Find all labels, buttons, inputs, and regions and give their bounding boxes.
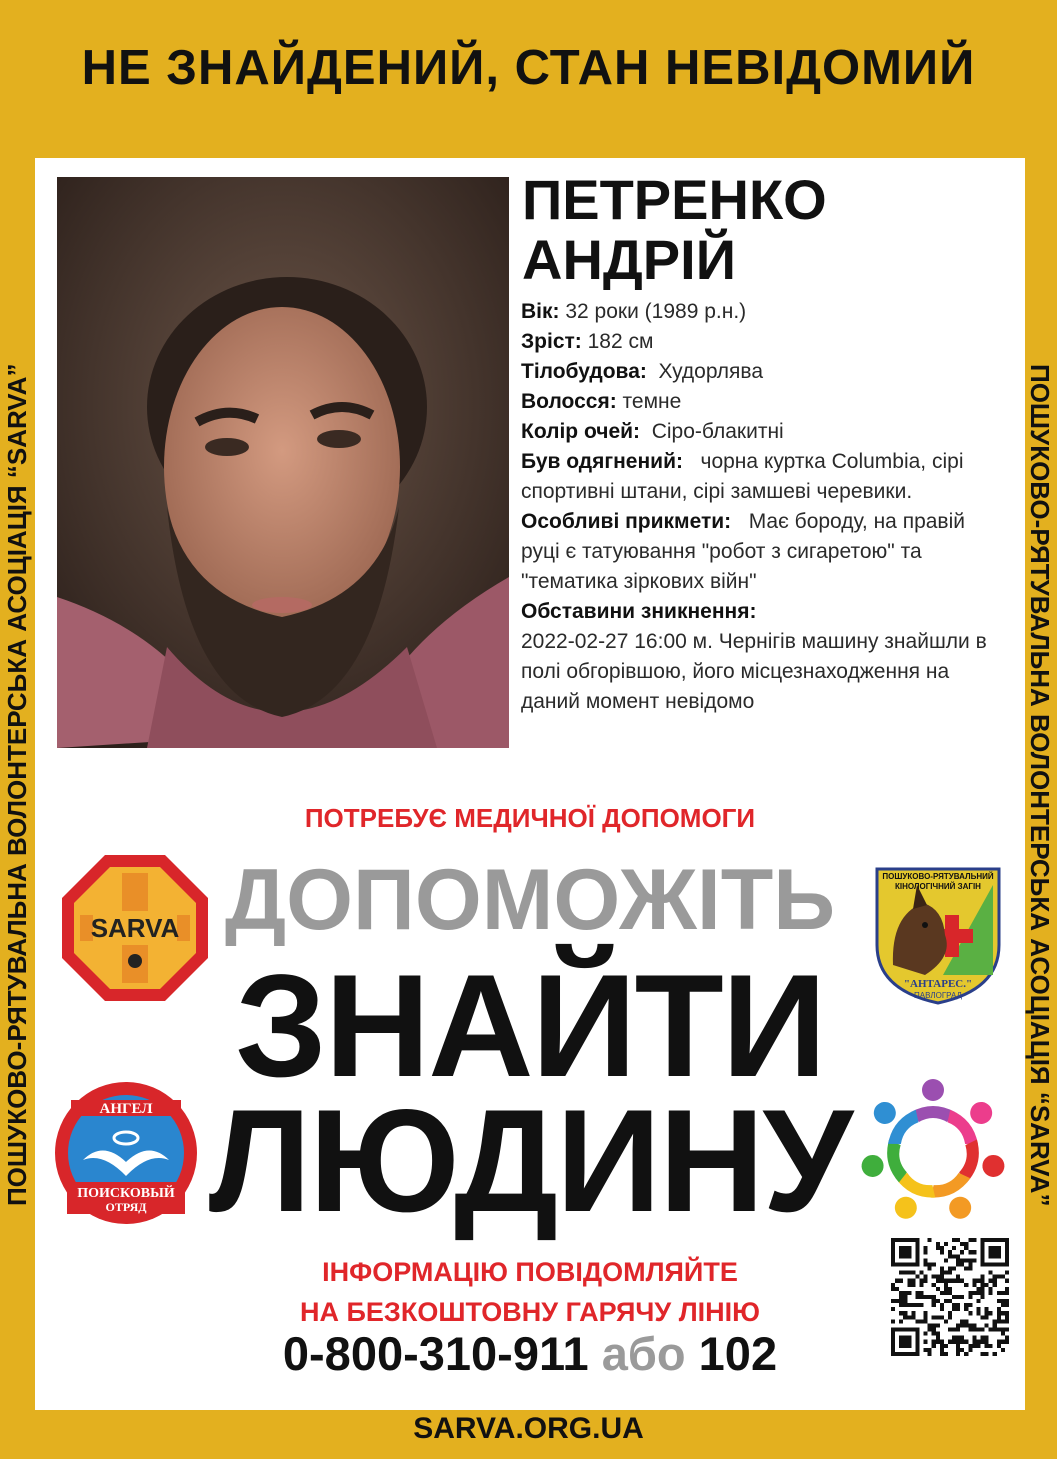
detail-value: Сіро-блакитні — [651, 420, 784, 443]
hotline-number[interactable]: 0-800-310-911 — [282, 1327, 589, 1380]
contact-line-1: ІНФОРМАЦІЮ ПОВІДОМЛЯЙТЕ — [322, 1257, 738, 1287]
qr-code[interactable] — [891, 1238, 1009, 1356]
detail-hair — [521, 387, 991, 417]
detail-value: 182 см — [587, 330, 654, 353]
side-text-left: ПОШУКОВО-РЯТУВАЛЬНА ВОЛОНТЕРСЬКА АСОЦІАЦІЯ “SARVA” — [2, 363, 32, 1207]
detail-label: Був одягнений: — [521, 450, 683, 473]
detail-clothes — [521, 447, 991, 507]
detail-circumstances-label — [521, 597, 991, 627]
side-text-right: ПОШУКОВО-РЯТУВАЛЬНА ВОЛОНТЕРСЬКА АСОЦІАЦІЯ “SARVA” — [1025, 363, 1055, 1207]
detail-value: темне — [622, 390, 682, 413]
status-title: НЕ ЗНАЙДЕНИЙ, СТАН НЕВІДОМИЙ — [81, 41, 976, 95]
detail-label: Тілобудова: — [521, 360, 647, 383]
poster-card — [35, 158, 1025, 1410]
community-logo — [857, 1076, 1009, 1228]
detail-circumstances-value: 2022-02-27 16:00 м. Чернігів машину знайшли в полі обгорівшою, його місцезнаходження на даний момент невідомо — [521, 630, 987, 713]
detail-marks — [521, 507, 991, 597]
detail-label: Вік: — [521, 300, 560, 323]
person-heading: ЛЮДИНУ — [208, 1079, 852, 1242]
detail-build — [521, 357, 991, 387]
detail-label: Особливі прикмети: — [521, 510, 732, 533]
sarva-logo-name: SARVA — [90, 913, 180, 943]
contact-line-2: НА БЕЗКОШТОВНУ ГАРЯЧУ ЛІНІЮ — [300, 1297, 760, 1327]
help-heading: ДОПОМОЖІТЬ — [224, 852, 836, 948]
detail-eyes — [521, 417, 991, 447]
website-link[interactable]: SARVA.ORG.UA — [413, 1412, 644, 1445]
person-name — [522, 170, 827, 290]
angel-bottom2: ОТРЯД — [105, 1200, 147, 1214]
detail-label: Колір очей: — [521, 420, 641, 443]
angel-top: АНГЕЛ — [99, 1101, 153, 1117]
antares-city: ПАВЛОГРАД — [914, 991, 962, 1000]
detail-label: Зріст: — [521, 330, 582, 353]
person-details — [521, 297, 991, 717]
antares-top1: ПОШУКОВО-РЯТУВАЛЬНИЙ — [882, 872, 994, 881]
detail-height — [521, 327, 991, 357]
sarva-logo — [60, 853, 210, 1003]
detail-value: чорна куртка Columbia, сірі спортивні штани, сірі замшеві черевики. — [521, 450, 964, 503]
detail-value: Худорлява — [658, 360, 764, 383]
detail-label: Обставини зникнення: — [521, 600, 757, 623]
detail-label: Волосся: — [521, 390, 617, 413]
detail-value: Має бороду, на правій руці є татуювання "робот з сигаретою" та "тематика зіркових війн" — [521, 510, 965, 593]
angel-bottom1: ПОИСКОВЫЙ — [77, 1186, 175, 1201]
antares-top2: КІНОЛОГІЧНИЙ ЗАГІН — [895, 882, 981, 891]
antares-logo — [873, 865, 1003, 1005]
emergency-number[interactable]: 102 — [698, 1327, 778, 1380]
find-heading: ЗНАЙТИ — [235, 944, 825, 1107]
detail-value: 32 роки (1989 р.н.) — [565, 300, 747, 323]
detail-age — [521, 297, 991, 327]
person-surname: ПЕТРЕНКО — [522, 168, 827, 231]
medical-notice: ПОТРЕБУЄ МЕДИЧНОЇ ДОПОМОГИ — [304, 803, 756, 833]
antares-name: "АНТАРЕС." — [903, 978, 973, 990]
person-first-name: АНДРІЙ — [522, 228, 736, 291]
hotline — [35, 1326, 1025, 1381]
angel-logo — [53, 1080, 199, 1226]
hotline-or: або — [601, 1327, 686, 1380]
person-photo — [57, 177, 509, 748]
